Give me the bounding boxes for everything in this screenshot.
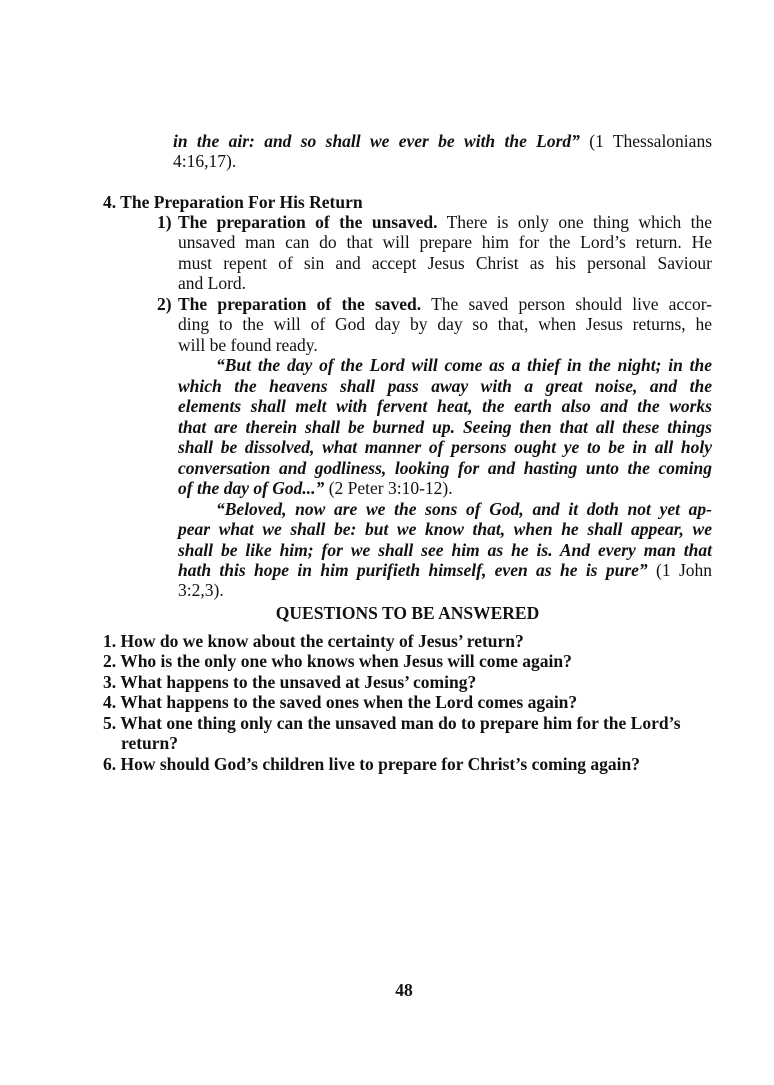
- item1-title: The preparation of the unsaved.: [178, 212, 438, 232]
- item1-line-2: unsaved man can do that will prepare him for the Lord’s return. He: [178, 232, 712, 252]
- question-item-continuation: return?: [121, 733, 179, 753]
- quote1-line-6: conversation and godliness, looking for and hasting unto the coming: [178, 458, 712, 478]
- intro-ref: (1 Thessalonians: [589, 131, 713, 151]
- item1-line-1: The preparation of the unsaved. There is only one thing which the: [178, 212, 712, 232]
- question-item: 2. Who is the only one who knows when Jesus will come again?: [103, 651, 572, 671]
- quote1-line-7: of the day of God...” (2 Peter 3:10-12).: [178, 478, 453, 498]
- item1-line-4: and Lord.: [178, 273, 247, 293]
- item2-title: The preparation of the saved.: [178, 294, 422, 314]
- question-item: 1. How do we know about the certainty of Jesus’ return?: [103, 631, 524, 651]
- item1-number: 1): [157, 212, 172, 232]
- question-item: 6. How should God’s children live to prepare for Christ’s coming again?: [103, 754, 641, 774]
- quote1-line-1: “But the day of the Lord will come as a thief in the night; in the: [216, 355, 712, 375]
- question-item: 5. What one thing only can the unsaved man do to prepare him for the Lord’s: [103, 713, 681, 733]
- section-heading: 4. The Preparation For His Return: [103, 192, 363, 212]
- quote2-ref: (1 John: [656, 560, 713, 580]
- questions-heading: QUESTIONS TO BE ANSWERED: [275, 603, 540, 623]
- quote2-line-3: shall be like him; for we shall see him as he is. And every man that: [178, 540, 712, 560]
- quote2-line-1: “Beloved, now are we the sons of God, and it doth not yet ap-: [216, 499, 712, 519]
- intro-line-1: [173, 131, 712, 151]
- quote1-line-3: elements shall melt with fervent heat, the earth also and the works: [178, 396, 712, 416]
- quote1-ref: (2 Peter 3:10-12).: [328, 478, 453, 498]
- item2-line-1: The preparation of the saved. The saved person should live accor-: [178, 294, 713, 314]
- quote1-line-5: shall be dissolved, what manner of persons ought ye to be in all holy: [178, 437, 712, 457]
- quote1-line-2: which the heavens shall pass away with a great noise, and the: [178, 376, 712, 396]
- quote1-line-4: that are therein shall be burned up. Seeing then that all these things: [178, 417, 712, 437]
- quote2-line-5: 3:2,3).: [178, 580, 224, 600]
- item2-number: 2): [157, 294, 172, 314]
- intro-quote: in the air: and so shall we ever be with the Lord”: [173, 131, 580, 151]
- intro-line-2: 4:16,17).: [173, 151, 237, 171]
- quote2-line-2: pear what we shall be: but we know that, when he shall appear, we: [178, 519, 712, 539]
- page-number: 48: [395, 980, 413, 1000]
- item2-line-2: ding to the will of God day by day so that, when Jesus returns, he: [178, 314, 712, 334]
- question-item: 3. What happens to the unsaved at Jesus’ coming?: [103, 672, 477, 692]
- question-item: 4. What happens to the saved ones when the Lord comes again?: [103, 692, 578, 712]
- quote2-line-4: hath this hope in him purifieth himself, even as he is pure” (1 John: [178, 560, 713, 580]
- item2-line-3: will be found ready.: [178, 335, 318, 355]
- item1-line-3: must repent of sin and accept Jesus Christ as his personal Saviour: [178, 253, 712, 273]
